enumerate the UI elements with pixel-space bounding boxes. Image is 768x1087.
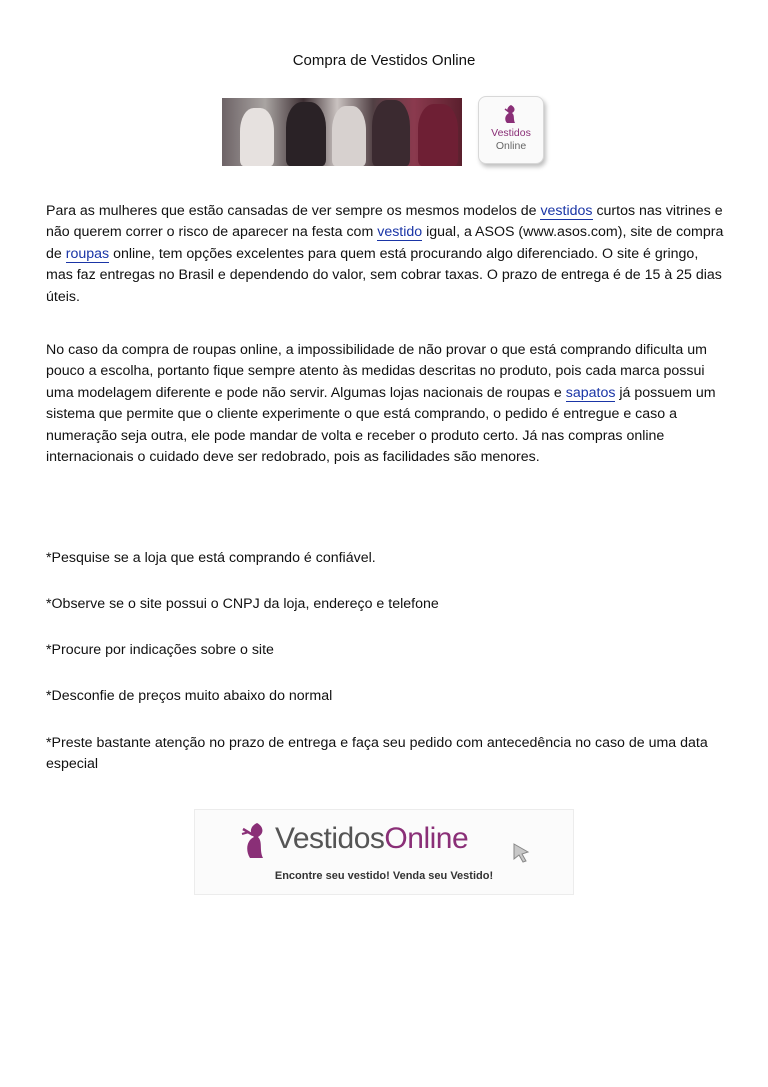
vestidos-online-footer-logo [194,809,574,895]
link-sapatos[interactable]: sapatos [565,384,616,401]
footer-brand [275,822,468,856]
paragraph-2-text-2: já possuem um sistema que permite que o cliente experimente o que está comprando, o pedido é entregue e caso a numeração seja outra, ele pode mandar de volta e receber o produto certo. Já nas compras online internacionais o cuidado deve ser redobrado, pois as facilidades são menores. [46,384,716,466]
footer-brand-part-1: Vestidos [275,822,385,855]
page-title: Compra de Vestidos Online [292,52,476,69]
paragraph-2 [46,340,726,468]
fashion-photo-banner [222,98,462,166]
paragraph-1-text-2: curtos nas vitrines e não querem correr o risco de aparecer na festa com [46,203,723,241]
woman-silhouette-icon [239,820,273,862]
link-roupas[interactable]: roupas [65,245,110,262]
badge-line-2: Online [495,140,527,152]
paragraph-1-text-3: igual, a ASOS (www.asos.com), site de compra de [46,224,724,262]
footer-tagline: Encontre seu vestido! Venda seu Vestido! [274,870,494,882]
tip-item: *Observe se o site possui o CNPJ da loja, endereço e telefone [46,596,439,612]
paragraph-1 [46,201,726,308]
footer-brand-part-2: Online [384,822,469,855]
vestidos-online-badge [478,96,544,164]
cursor-arrow-icon [511,842,531,864]
tip-item: *Pesquise se a loja que está comprando é confiável. [46,550,376,566]
tip-item: *Desconfie de preços muito abaixo do normal [46,688,333,704]
tip-item: *Procure por indicações sobre o site [46,642,274,658]
badge-line-1: Vestidos [491,127,531,139]
link-vestido[interactable]: vestido [377,224,423,241]
paragraph-1-text-1: Para as mulheres que estão cansadas de ver sempre os mesmos modelos de [46,203,541,219]
tip-item: *Preste bastante atenção no prazo de entrega e faça seu pedido com antecedência no caso de uma data especial [46,735,708,773]
link-vestidos[interactable]: vestidos [540,203,593,219]
paragraph-1-text-4: online, tem opções excelentes para quem está procurando algo diferenciado. O site é gringo, mas faz entregas no Brasil e dependendo do valor, sem cobrar taxas. O prazo de entrega é de 15 à 25 dias úteis. [46,245,722,305]
paragraph-2-text-1: No caso da compra de roupas online, a impossibilidade de não provar o que está comprando dificulta um pouco a escolha, portanto fique sempre atento às medidas descritas no produto, pois cada marca possui uma modelagem diferente e pode não servir. Algumas lojas nacionais de roupas e [46,342,707,401]
woman-silhouette-icon [501,103,521,125]
